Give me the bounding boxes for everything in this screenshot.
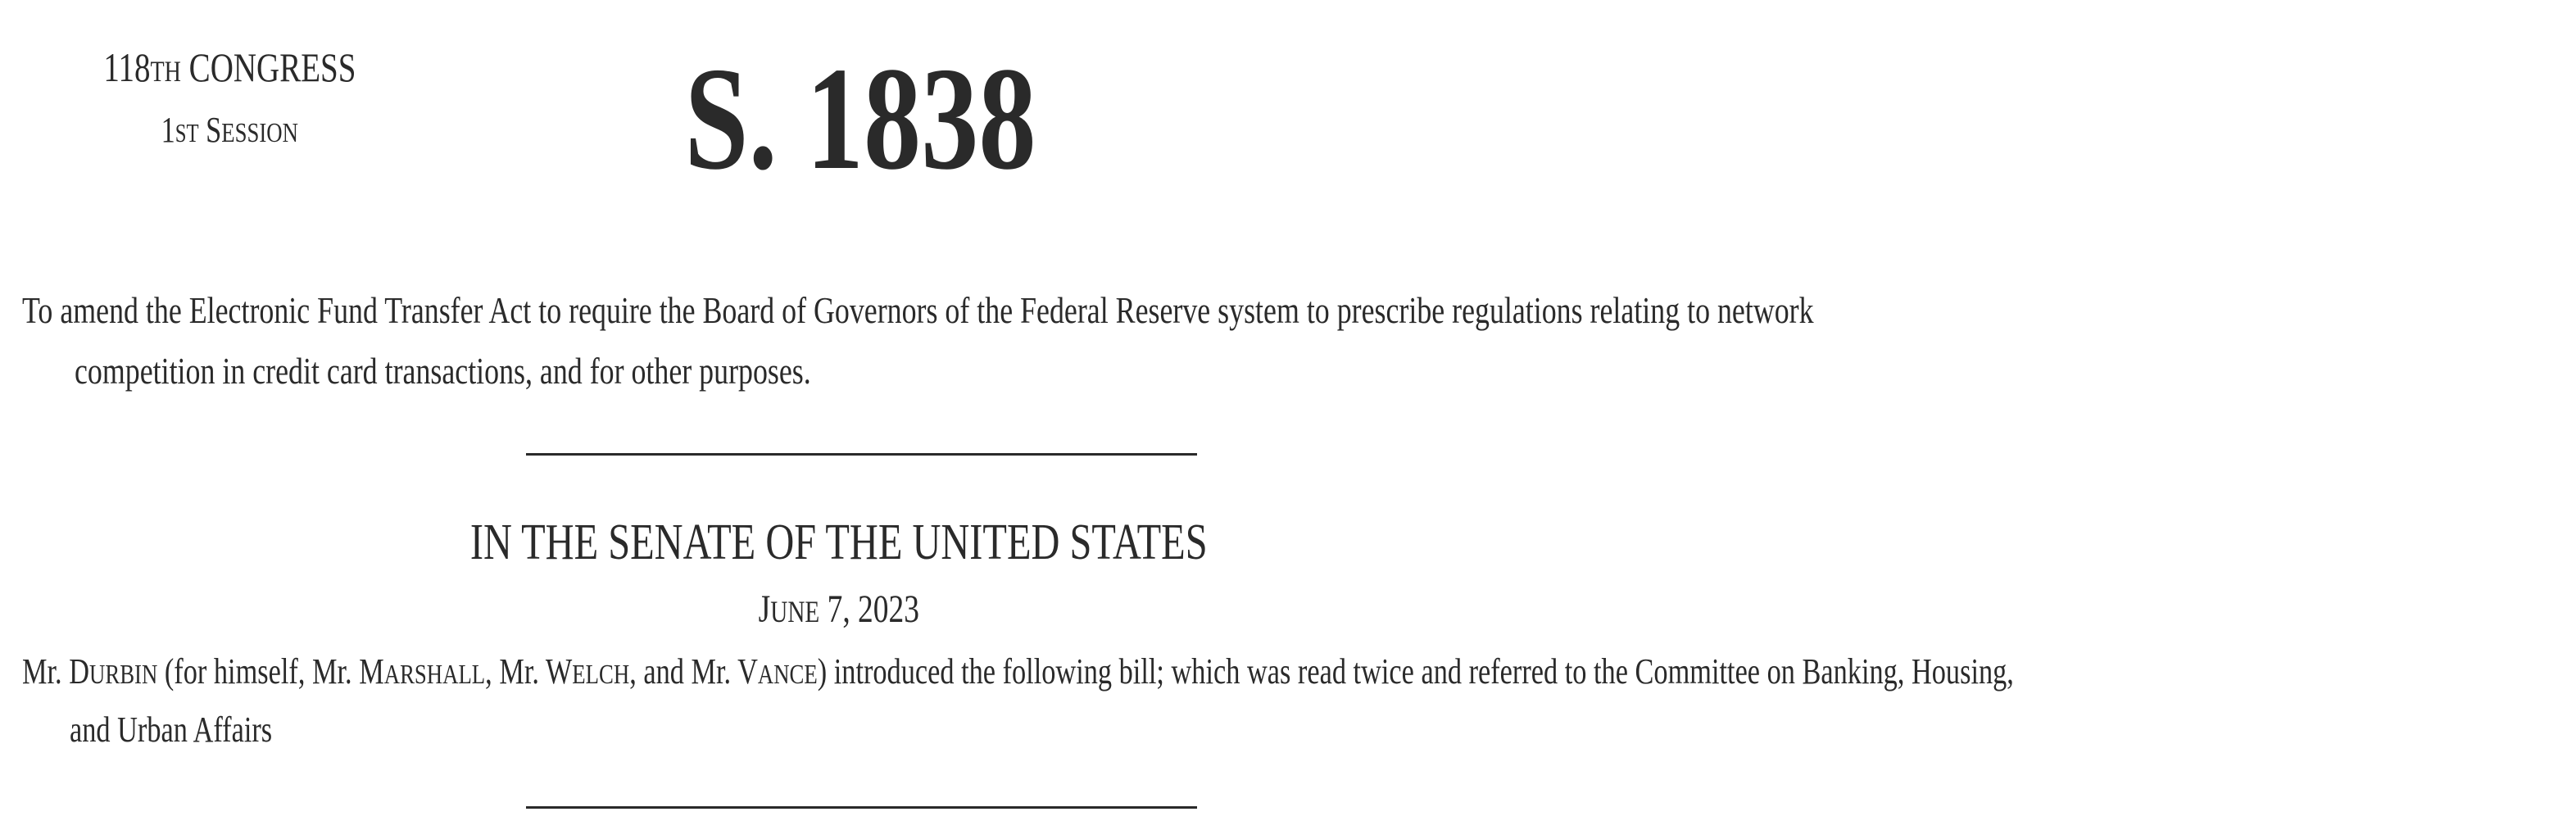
session-rest: ESSION [220,117,298,148]
bill-number-text: S. 1838 [684,37,1036,200]
date-rest: UNE [770,596,820,629]
chamber-title-text: IN THE SENATE OF THE UNITED STATES [470,515,1208,570]
congress-number: 118 [103,44,151,90]
divider-top [526,453,1197,456]
congress-word: CONGRESS [188,44,356,90]
session-suffix: ST [175,119,199,147]
session-number: 1 [161,110,175,150]
sponsor-name: URBIN [89,659,158,690]
purpose-line-1: To amend the Electronic Fund Transfer Act to require the Board of Governors of the Federal Reserve system to prescribe regulations relating to network [22,289,1814,331]
cosponsor-name: V [737,651,758,692]
session-label [49,106,410,158]
purpose-line-2: competition in credit card transactions, and for other purposes. [75,350,811,392]
date-tail: 7, 2023 [819,587,920,631]
bill-number [574,37,1147,200]
cosponsor-name: M [359,651,384,692]
congress-session-block [49,43,410,158]
introduction-date [0,585,1678,637]
bill-purpose [22,280,1989,401]
cosponsor-name: ARSHALL [383,659,486,690]
cosponsor-name: ANCE [757,659,818,690]
intro-text: ) introduced the following bill; which was read twice and referred to the Committee on Banking, Housing, [817,651,2014,692]
cosponsor-name: W [545,651,573,692]
intro-line-1 [22,644,2014,702]
introduction-statement [22,644,2152,758]
intro-text: , and Mr. [629,651,738,692]
intro-line-2: and Urban Affairs [70,710,273,750]
congress-suffix: TH [150,55,181,88]
sponsor-name: D [69,651,90,692]
congress-label [49,43,410,96]
date-initial: J [758,587,771,631]
divider-bottom [526,806,1197,809]
chamber-title [0,510,1678,575]
intro-text: , Mr. [485,651,546,692]
session-initial: S [205,110,221,150]
cosponsor-name: ELCH [572,659,630,690]
intro-text: Mr. [22,651,70,692]
intro-text: (for himself, Mr. [157,651,360,692]
